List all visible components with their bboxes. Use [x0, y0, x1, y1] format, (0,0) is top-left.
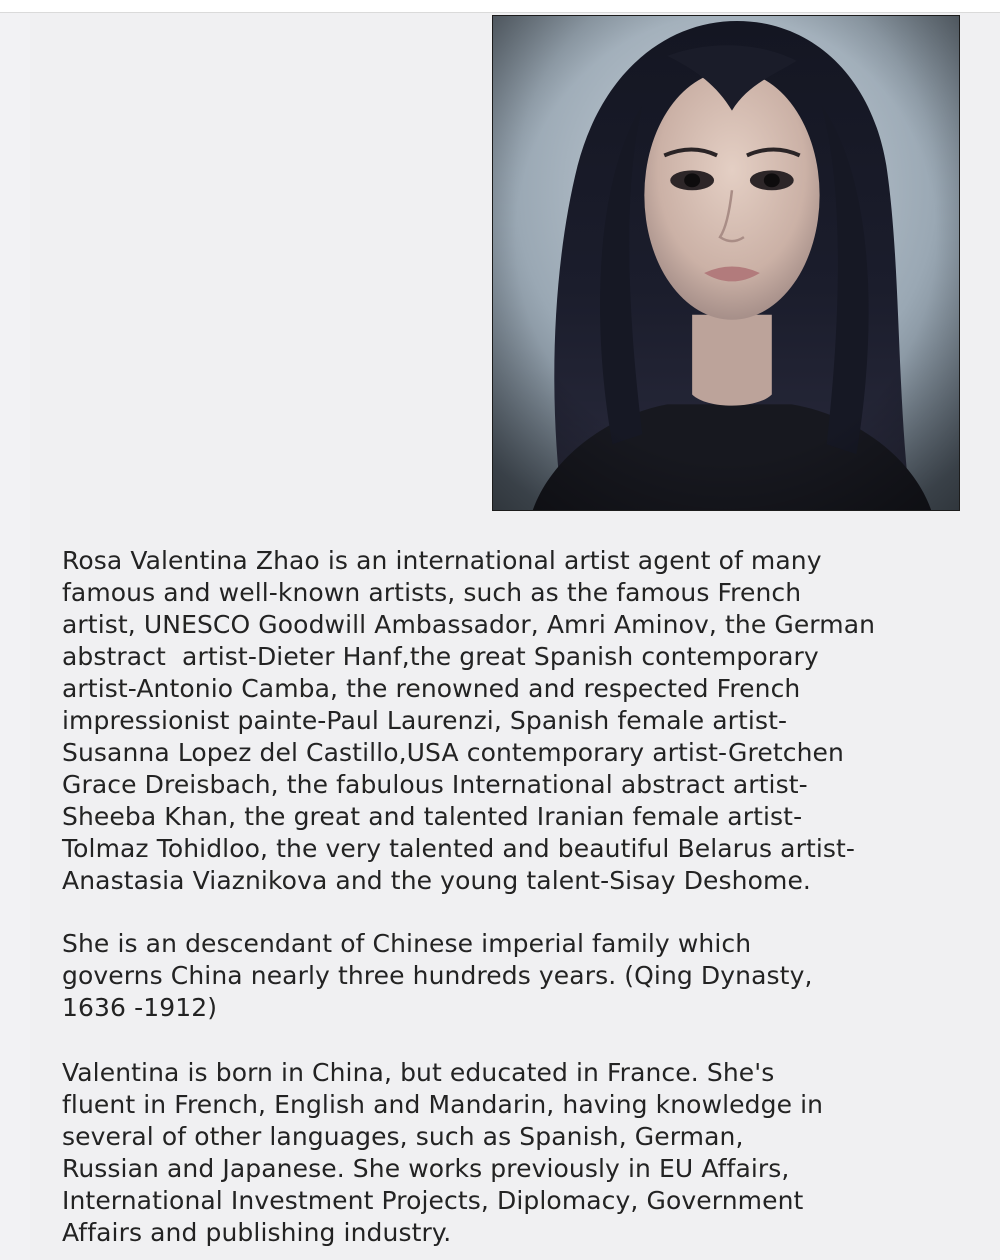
text-line: abstract artist-Dieter Hanf,the great Spanish contemporary — [62, 642, 819, 671]
bio-paragraph-agency — [62, 545, 962, 897]
text-line: 1636 -1912) — [62, 993, 218, 1022]
portrait-photo — [492, 15, 960, 511]
portrait-illustration — [493, 16, 959, 510]
text-line: Susanna Lopez del Castillo,USA contemporary artist-Gretchen — [62, 738, 844, 767]
text-line: Valentina is born in China, but educated in France. She's — [62, 1058, 775, 1087]
text-line: Sheeba Khan, the great and talented Iranian female artist- — [62, 802, 803, 831]
text-line: impressionist painte-Paul Laurenzi, Spanish female artist- — [62, 706, 788, 735]
text-line: Grace Dreisbach, the fabulous International abstract artist- — [62, 770, 808, 799]
text-line: famous and well-known artists, such as the famous French — [62, 578, 802, 607]
text-line: International Investment Projects, Diplomacy, Government — [62, 1186, 804, 1215]
text-line: several of other languages, such as Spanish, German, — [62, 1122, 744, 1151]
text-line: artist, UNESCO Goodwill Ambassador, Amri Aminov, the German — [62, 610, 876, 639]
bio-paragraph-heritage — [62, 928, 962, 1024]
top-rule — [0, 0, 1000, 13]
text-line: Russian and Japanese. She works previously in EU Affairs, — [62, 1154, 790, 1183]
text-line: She is an descendant of Chinese imperial family which — [62, 929, 752, 958]
text-line: Affairs and publishing industry. — [62, 1218, 452, 1247]
text-line: fluent in French, English and Mandarin, having knowledge in — [62, 1090, 824, 1119]
biography-text — [62, 545, 962, 1249]
text-line: Tolmaz Tohidloo, the very talented and beautiful Belarus artist- — [62, 834, 856, 863]
text-line: governs China nearly three hundreds years. (Qing Dynasty, — [62, 961, 813, 990]
bio-paragraph-education — [62, 1057, 962, 1249]
text-line: Anastasia Viaznikova and the young talent-Sisay Deshome. — [62, 866, 811, 895]
text-line: artist-Antonio Camba, the renowned and respected French — [62, 674, 801, 703]
text-line: Rosa Valentina Zhao is an international artist agent of many — [62, 546, 822, 575]
